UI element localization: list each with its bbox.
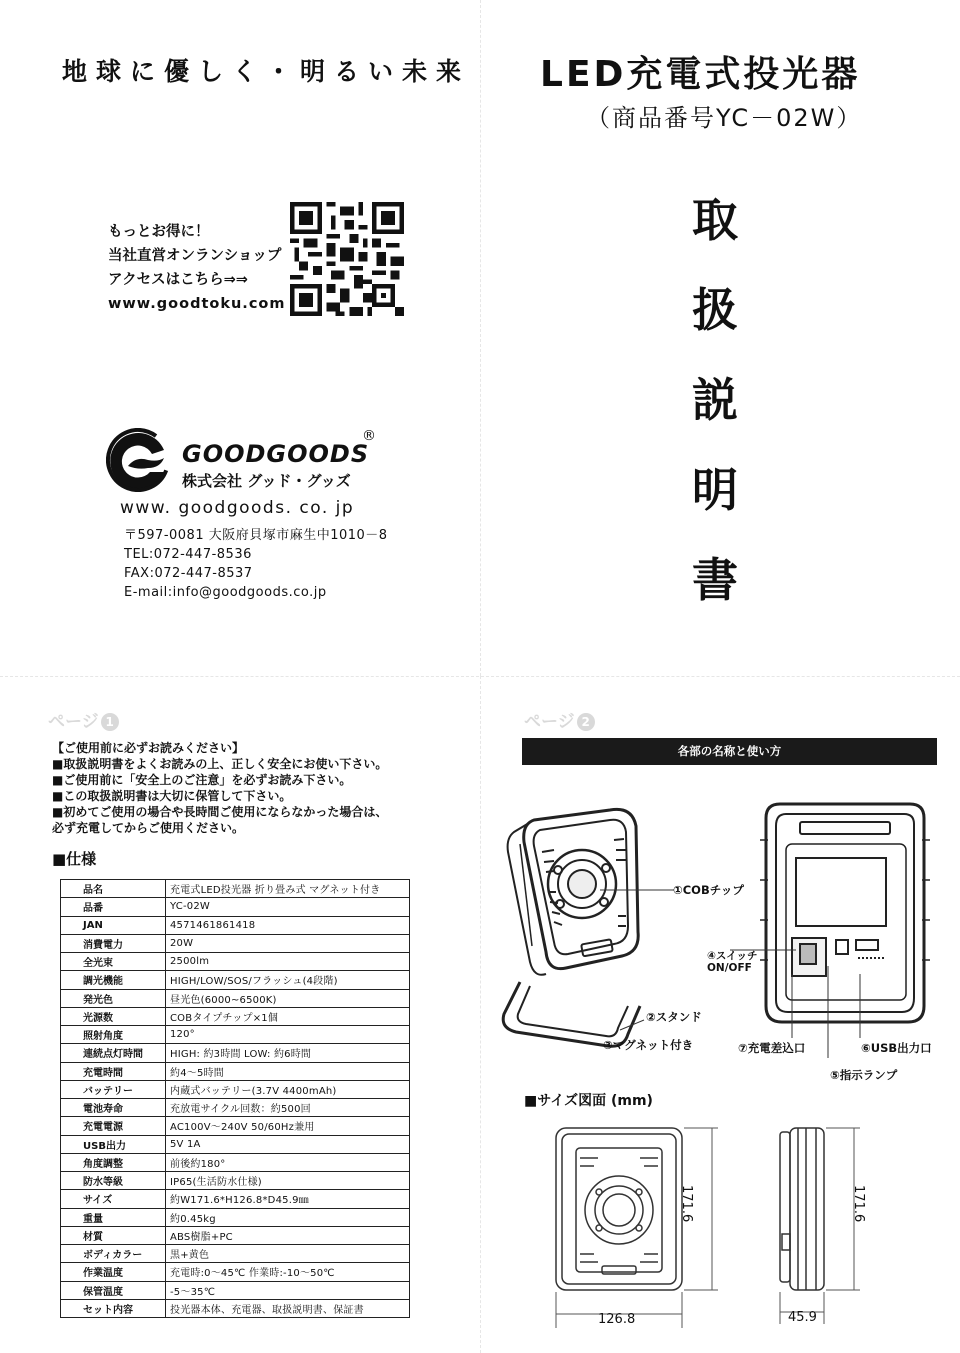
phone: TEL:072-447-8536 bbox=[124, 547, 252, 562]
spec-value: YC-02W bbox=[166, 898, 410, 916]
spec-key: セット内容 bbox=[61, 1299, 166, 1317]
spec-value: HIGH/LOW/SOS/フラッシュ(4段階) bbox=[166, 971, 410, 989]
spec-key: 角度調整 bbox=[61, 1153, 166, 1171]
center-divider-bottom bbox=[480, 676, 481, 1353]
spec-row bbox=[61, 1007, 410, 1025]
fax: FAX:072-447-8537 bbox=[124, 566, 253, 581]
page-label-1 bbox=[48, 707, 119, 732]
spec-value: COBタイプチップ×1個 bbox=[166, 1007, 410, 1025]
qr-code-icon bbox=[290, 202, 404, 316]
callout-cob-chip: ①COBチップ bbox=[673, 883, 744, 897]
parts-title-bar: 各部の名称と使い方 bbox=[522, 738, 937, 765]
spec-table bbox=[60, 879, 410, 1318]
spec-row bbox=[61, 1117, 410, 1135]
spec-value: 充電式LED投光器 折り畳み式 マグネット付き bbox=[166, 880, 410, 898]
manual-char: 扱 bbox=[692, 283, 738, 337]
spec-value: 120° bbox=[166, 1026, 410, 1044]
spec-row bbox=[61, 1226, 410, 1244]
spec-key: ボディカラー bbox=[61, 1245, 166, 1263]
spec-value: -5～35℃ bbox=[166, 1281, 410, 1299]
spec-value: 5V 1A bbox=[166, 1135, 410, 1153]
spec-row bbox=[61, 1062, 410, 1080]
spec-row bbox=[61, 1208, 410, 1226]
spec-value: 前後約180° bbox=[166, 1153, 410, 1171]
spec-row bbox=[61, 916, 410, 934]
spec-key: 充電時間 bbox=[61, 1062, 166, 1080]
address: 〒597-0081 大阪府貝塚市麻生中1010－8 bbox=[124, 528, 388, 543]
manual-char: 取 bbox=[692, 193, 738, 247]
model-number: （商品番号YC－02W） bbox=[586, 104, 863, 132]
usage-notice bbox=[52, 740, 387, 836]
spec-row bbox=[61, 1153, 410, 1171]
promo-url: www.goodtoku.com bbox=[108, 296, 286, 312]
spec-key: 品番 bbox=[61, 898, 166, 916]
spec-row bbox=[61, 1044, 410, 1062]
spec-row bbox=[61, 1190, 410, 1208]
spec-row bbox=[61, 953, 410, 971]
spec-key: 材質 bbox=[61, 1226, 166, 1244]
manual-title-vertical bbox=[690, 175, 740, 625]
spec-value: 内蔵式バッテリー(3.7V 4400mAh) bbox=[166, 1080, 410, 1098]
middle-divider bbox=[0, 676, 960, 677]
notice-line: ■この取扱説明書は大切に保管して下さい。 bbox=[52, 789, 292, 803]
spec-key: 光源数 bbox=[61, 1007, 166, 1025]
spec-value: 20W bbox=[166, 934, 410, 952]
spec-value: IP65(生活防水仕様) bbox=[166, 1172, 410, 1190]
spec-value: 約0.45kg bbox=[166, 1208, 410, 1226]
spec-key: 全光束 bbox=[61, 953, 166, 971]
spec-row bbox=[61, 1245, 410, 1263]
spec-value: HIGH: 約3時間 LOW: 約6時間 bbox=[166, 1044, 410, 1062]
page-label-2 bbox=[524, 707, 595, 732]
promo-block bbox=[108, 220, 285, 316]
callout-switch-line: ON/OFF bbox=[707, 962, 752, 974]
spec-row bbox=[61, 934, 410, 952]
callout-switch bbox=[707, 950, 757, 974]
spec-row bbox=[61, 880, 410, 898]
spec-value: 2500lm bbox=[166, 953, 410, 971]
spec-key: USB出力 bbox=[61, 1135, 166, 1153]
spec-key: 連続点灯時間 bbox=[61, 1044, 166, 1062]
contact-block bbox=[124, 526, 388, 602]
callout-stand: ②スタンド bbox=[646, 1010, 702, 1024]
callout-indicator: ⑤指示ランプ bbox=[830, 1068, 898, 1082]
company-name: 株式会社 グッド・グッズ bbox=[182, 472, 351, 490]
size-drawing-heading: ■サイズ図面 (mm) bbox=[524, 1093, 653, 1109]
document-title: LED充電式投光器 bbox=[540, 54, 861, 95]
dimension-height-side: 171.6 bbox=[851, 1185, 866, 1223]
spec-key: 発光色 bbox=[61, 989, 166, 1007]
spec-value: 4571461861418 bbox=[166, 916, 410, 934]
dimension-height-front: 171.6 bbox=[679, 1185, 694, 1223]
spec-value: ABS樹脂+PC bbox=[166, 1226, 410, 1244]
spec-key: 品名 bbox=[61, 880, 166, 898]
spec-key: 保管温度 bbox=[61, 1281, 166, 1299]
spec-row bbox=[61, 989, 410, 1007]
callout-usb-output: ⑥USB出力口 bbox=[861, 1041, 932, 1055]
spec-key: 防水等級 bbox=[61, 1172, 166, 1190]
spec-value: 約W171.6*H126.8*D45.9㎜ bbox=[166, 1190, 410, 1208]
page-number-badge: 1 bbox=[101, 713, 119, 731]
spec-row bbox=[61, 1080, 410, 1098]
spec-value: AC100V～240V 50/60Hz兼用 bbox=[166, 1117, 410, 1135]
promo-line: もっとお得に！ bbox=[108, 224, 210, 240]
callout-charge-port: ⑦充電差込口 bbox=[738, 1041, 806, 1055]
company-website[interactable]: www. goodgoods. co. jp bbox=[120, 498, 355, 518]
spec-value: 充放電サイクル回数：約500回 bbox=[166, 1099, 410, 1117]
spec-key: 照射角度 bbox=[61, 1026, 166, 1044]
side-dimension-drawing bbox=[770, 1118, 870, 1328]
spec-key: 電池寿命 bbox=[61, 1099, 166, 1117]
dimension-width-front: 126.8 bbox=[598, 1312, 636, 1327]
center-divider-top bbox=[480, 0, 481, 676]
page-label-text: ページ bbox=[48, 712, 99, 732]
spec-row bbox=[61, 1026, 410, 1044]
spec-row bbox=[61, 1135, 410, 1153]
notice-line: ■ご使用前に「安全上のご注意」を必ずお読み下さい。 bbox=[52, 773, 352, 787]
spec-key: 調光機能 bbox=[61, 971, 166, 989]
callout-magnet: ③マグネット付き bbox=[603, 1038, 694, 1052]
notice-line: 必ず充電してからご使用ください。 bbox=[52, 821, 245, 835]
spec-key: 重量 bbox=[61, 1208, 166, 1226]
spec-key: 作業温度 bbox=[61, 1263, 166, 1281]
notice-line: ■取扱説明書をよくお読みの上、正しく安全にお使い下さい。 bbox=[52, 757, 388, 771]
spec-heading: ■仕様 bbox=[52, 850, 97, 868]
spec-key: サイズ bbox=[61, 1190, 166, 1208]
spec-value: 充電時:0～45℃ 作業時:-10～50℃ bbox=[166, 1263, 410, 1281]
front-dimension-drawing bbox=[548, 1118, 728, 1333]
notice-line: ■初めてご使用の場合や長時間ご使用にならなかった場合は、 bbox=[52, 805, 388, 819]
spec-row bbox=[61, 1263, 410, 1281]
spec-key: 消費電力 bbox=[61, 934, 166, 952]
spec-value: 投光器本体、充電器、取扱説明書、保証書 bbox=[166, 1299, 410, 1317]
manual-char: 明 bbox=[692, 463, 738, 517]
spec-value: 約4～5時間 bbox=[166, 1062, 410, 1080]
dimension-depth-side: 45.9 bbox=[788, 1310, 817, 1325]
spec-value: 黒+黄色 bbox=[166, 1245, 410, 1263]
callout-switch-line: ④スイッチ bbox=[707, 950, 758, 962]
spec-key: 充電電源 bbox=[61, 1117, 166, 1135]
tagline: 地球に優しく・明るい未来 bbox=[62, 57, 471, 86]
spec-row bbox=[61, 1299, 410, 1317]
manual-char: 書 bbox=[692, 553, 738, 607]
spec-row bbox=[61, 1099, 410, 1117]
spec-row bbox=[61, 898, 410, 916]
spec-row bbox=[61, 1281, 410, 1299]
brand-name: GOODGOODS bbox=[182, 440, 370, 468]
notice-line: 【ご使用前に必ずお読みください】 bbox=[52, 741, 245, 755]
page-label-text: ページ bbox=[524, 712, 575, 732]
spec-row bbox=[61, 1172, 410, 1190]
spec-value: 昼光色(6000~6500K) bbox=[166, 989, 410, 1007]
email[interactable]: E-mail:info@goodgoods.co.jp bbox=[124, 585, 327, 600]
manual-char: 説 bbox=[692, 373, 738, 427]
goodgoods-logo-icon bbox=[106, 428, 170, 492]
promo-line: アクセスはこちら⇒⇒ bbox=[108, 272, 248, 288]
promo-line: 当社直営オンランショップ bbox=[108, 248, 282, 264]
spec-key: バッテリー bbox=[61, 1080, 166, 1098]
registered-mark: ® bbox=[362, 428, 376, 444]
page-number-badge: 2 bbox=[577, 713, 595, 731]
spec-key: JAN bbox=[61, 916, 166, 934]
spec-row bbox=[61, 971, 410, 989]
